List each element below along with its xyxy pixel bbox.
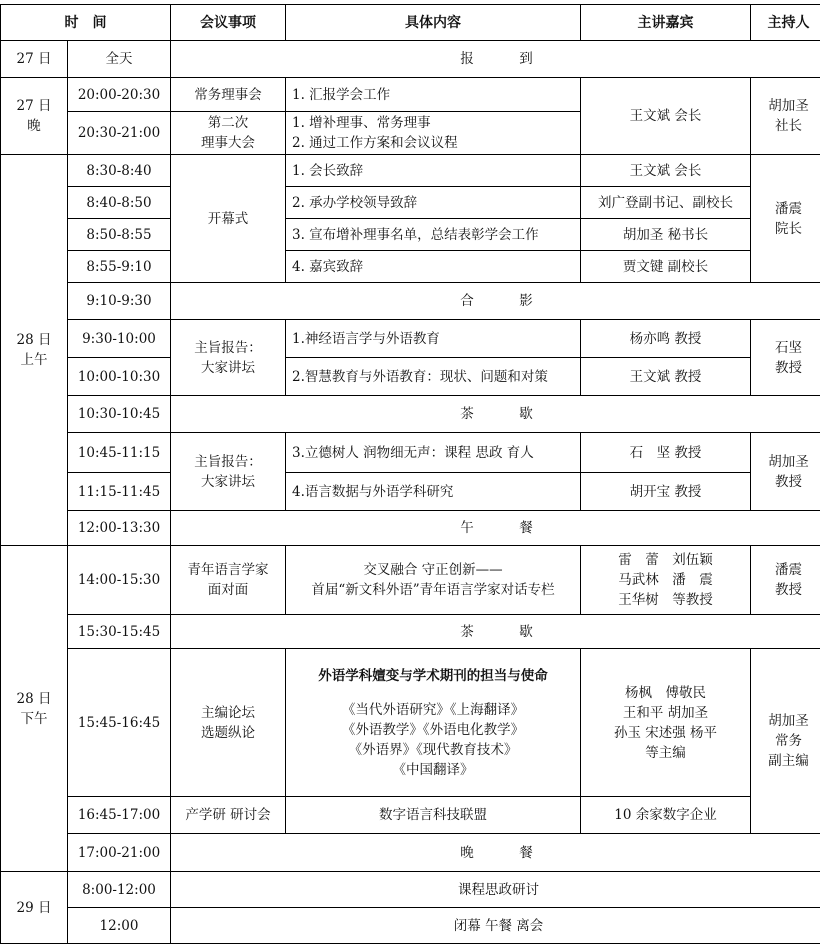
item-cell bbox=[171, 112, 286, 155]
journal-line: 《当代外语研究》《上海翻译》 bbox=[341, 701, 525, 718]
time-cell: 14:00-15:30 bbox=[68, 546, 171, 615]
host-cell bbox=[751, 320, 820, 396]
host-line: 潘震 bbox=[775, 200, 802, 217]
speaker-cell: 王文斌 会长 bbox=[581, 78, 751, 155]
host-line: 院长 bbox=[775, 220, 802, 237]
table-row bbox=[1, 473, 820, 511]
time-cell: 8:00-12:00 bbox=[68, 872, 171, 908]
date-cell: 29 日 bbox=[1, 872, 68, 944]
speaker-cell: 10 余家数字企业 bbox=[581, 797, 751, 834]
header-row bbox=[1, 5, 820, 41]
content-cell: 1. 汇报学会工作 bbox=[286, 78, 581, 112]
date-cell bbox=[1, 78, 68, 155]
speaker-line: 王和平 胡加圣 bbox=[622, 704, 709, 721]
event-cell: 报 到 bbox=[171, 41, 820, 78]
date-cell bbox=[1, 546, 68, 872]
speaker-line: 孙玉 宋述强 杨平 bbox=[613, 724, 718, 741]
table-row bbox=[1, 78, 820, 112]
time-cell: 20:30-21:00 bbox=[68, 112, 171, 155]
content-line: 1. 增补理事、常务理事 bbox=[292, 115, 431, 131]
date-line: 28 日 bbox=[16, 332, 52, 348]
content-cell bbox=[286, 546, 581, 615]
item-line: 大家讲坛 bbox=[201, 359, 255, 376]
table-row bbox=[1, 320, 820, 358]
time-cell: 8:50-8:55 bbox=[68, 219, 171, 251]
item-cell bbox=[171, 320, 286, 396]
table-row bbox=[1, 283, 820, 320]
speaker-cell bbox=[581, 546, 751, 615]
date-line: 28 日 bbox=[16, 690, 52, 707]
table-row bbox=[1, 615, 820, 649]
time-cell: 全天 bbox=[68, 41, 171, 78]
speaker-cell: 贾文键 副校长 bbox=[581, 251, 751, 283]
item-cell: 产学研 研讨会 bbox=[171, 797, 286, 834]
host-line: 教授 bbox=[775, 359, 802, 376]
event-cell: 晚 餐 bbox=[171, 834, 820, 872]
journal-line: 《中国翻译》 bbox=[392, 761, 474, 778]
event-cell: 闭幕 午餐 离会 bbox=[171, 908, 820, 944]
header-content: 具体内容 bbox=[286, 5, 581, 41]
item-line: 选题纵论 bbox=[201, 724, 255, 741]
table-row bbox=[1, 834, 820, 872]
host-line: 社长 bbox=[775, 118, 802, 134]
host-cell bbox=[751, 649, 820, 834]
journal-line: 《外语界》《现代教育技术》 bbox=[348, 741, 518, 758]
content-cell bbox=[286, 112, 581, 155]
speaker-line: 等主编 bbox=[645, 744, 686, 761]
host-line: 副主编 bbox=[768, 753, 809, 769]
speaker-cell: 杨亦鸣 教授 bbox=[581, 320, 751, 358]
content-cell: 1. 会长致辞 bbox=[286, 155, 581, 187]
time-cell: 16:45-17:00 bbox=[68, 797, 171, 834]
content-cell: 3. 宣布增补理事名单，总结表彰学会工作 bbox=[286, 219, 581, 251]
date-cell: 27 日 bbox=[1, 41, 68, 78]
conference-schedule-table bbox=[0, 4, 820, 944]
item-cell bbox=[171, 433, 286, 511]
time-cell: 15:30-15:45 bbox=[68, 615, 171, 649]
item-line: 主编论坛 bbox=[201, 704, 255, 721]
host-line: 潘震 bbox=[775, 562, 802, 578]
table-row bbox=[1, 187, 820, 219]
time-cell: 10:00-10:30 bbox=[68, 358, 171, 396]
content-cell: 1.神经语言学与外语教育 bbox=[286, 320, 581, 358]
header-host: 主持人 bbox=[751, 5, 820, 41]
host-cell bbox=[751, 433, 820, 511]
content-cell: 2.智慧教育与外语教育：现状、问题和对策 bbox=[286, 358, 581, 396]
item-line: 理事大会 bbox=[201, 135, 255, 151]
table-row bbox=[1, 546, 820, 615]
host-cell bbox=[751, 155, 820, 283]
event-cell: 合 影 bbox=[171, 283, 820, 320]
table-row bbox=[1, 358, 820, 396]
speaker-line: 雷 蕾 刘伍颖 bbox=[618, 552, 713, 568]
content-line: 交叉融合 守正创新—— bbox=[363, 562, 503, 578]
time-cell: 9:30-10:00 bbox=[68, 320, 171, 358]
table-row bbox=[1, 251, 820, 283]
content-cell: 3.立德树人 润物细无声：课程 思政 育人 bbox=[286, 433, 581, 473]
table-row bbox=[1, 872, 820, 908]
content-line: 首届“新文科外语”青年语言学家对话专栏 bbox=[311, 582, 555, 598]
header-speaker: 主讲嘉宾 bbox=[581, 5, 751, 41]
time-cell: 10:45-11:15 bbox=[68, 433, 171, 473]
header-time: 时 间 bbox=[1, 5, 171, 41]
time-cell: 15:45-16:45 bbox=[68, 649, 171, 797]
speaker-cell: 王文斌 会长 bbox=[581, 155, 751, 187]
host-line: 胡加圣 bbox=[768, 98, 809, 114]
time-cell: 8:30-8:40 bbox=[68, 155, 171, 187]
content-cell: 2. 承办学校领导致辞 bbox=[286, 187, 581, 219]
table-row bbox=[1, 511, 820, 546]
time-cell: 8:40-8:50 bbox=[68, 187, 171, 219]
time-cell: 10:30-10:45 bbox=[68, 396, 171, 433]
item-line: 第二次 bbox=[207, 115, 249, 131]
item-line: 主旨报告： bbox=[194, 453, 262, 470]
host-cell bbox=[751, 78, 820, 155]
speaker-cell: 石 坚 教授 bbox=[581, 433, 751, 473]
event-cell: 午 餐 bbox=[171, 511, 820, 546]
forum-title: 外语学科嬗变与学术期刊的担当与使命 bbox=[318, 667, 548, 684]
item-cell: 常务理事会 bbox=[171, 78, 286, 112]
time-cell: 9:10-9:30 bbox=[68, 283, 171, 320]
date-line: 晚 bbox=[27, 118, 41, 134]
item-line: 面对面 bbox=[207, 582, 249, 598]
speaker-line: 王华树 等教授 bbox=[618, 592, 713, 608]
speaker-cell: 胡加圣 秘书长 bbox=[581, 219, 751, 251]
time-cell: 20:00-20:30 bbox=[68, 78, 171, 112]
date-cell bbox=[1, 155, 68, 546]
content-line: 2. 通过工作方案和会议议程 bbox=[292, 135, 458, 151]
speaker-line: 马武林 潘 震 bbox=[618, 572, 713, 588]
host-line: 教授 bbox=[775, 582, 802, 598]
journal-line: 《外语教学》《外语电化教学》 bbox=[341, 721, 525, 738]
header-item: 会议事项 bbox=[171, 5, 286, 41]
table-row bbox=[1, 219, 820, 251]
date-line: 下午 bbox=[20, 710, 48, 727]
speaker-line: 杨枫 傅敬民 bbox=[625, 684, 706, 701]
host-line: 石坚 bbox=[775, 339, 802, 356]
speaker-cell: 刘广登副书记、副校长 bbox=[581, 187, 751, 219]
content-cell: 数字语言科技联盟 bbox=[286, 797, 581, 834]
speaker-cell: 胡开宝 教授 bbox=[581, 473, 751, 511]
event-cell: 茶 歇 bbox=[171, 396, 820, 433]
table-row bbox=[1, 155, 820, 187]
time-cell: 11:15-11:45 bbox=[68, 473, 171, 511]
event-cell: 课程思政研讨 bbox=[171, 872, 820, 908]
item-line: 青年语言学家 bbox=[187, 562, 269, 578]
item-cell bbox=[171, 546, 286, 615]
host-line: 胡加圣 bbox=[768, 713, 809, 729]
date-line: 27 日 bbox=[16, 98, 52, 114]
item-line: 大家讲坛 bbox=[201, 473, 255, 490]
host-line: 教授 bbox=[775, 473, 802, 490]
speaker-cell bbox=[581, 649, 751, 797]
table-row bbox=[1, 649, 820, 797]
table-row bbox=[1, 396, 820, 433]
host-cell bbox=[751, 546, 820, 615]
content-cell bbox=[286, 649, 581, 797]
content-cell: 4.语言数据与外语学科研究 bbox=[286, 473, 581, 511]
speaker-cell: 王文斌 教授 bbox=[581, 358, 751, 396]
time-cell: 12:00 bbox=[68, 908, 171, 944]
item-cell bbox=[171, 649, 286, 797]
host-line: 胡加圣 bbox=[768, 453, 809, 470]
event-cell: 茶 歇 bbox=[171, 615, 820, 649]
table-row bbox=[1, 41, 820, 78]
content-cell: 4. 嘉宾致辞 bbox=[286, 251, 581, 283]
table-row bbox=[1, 908, 820, 944]
table-row bbox=[1, 433, 820, 473]
host-line: 常务 bbox=[775, 733, 802, 749]
item-cell: 开幕式 bbox=[171, 155, 286, 283]
item-line: 主旨报告： bbox=[194, 339, 262, 356]
time-cell: 8:55-9:10 bbox=[68, 251, 171, 283]
time-cell: 12:00-13:30 bbox=[68, 511, 171, 546]
date-line: 上午 bbox=[20, 352, 48, 368]
table-row bbox=[1, 797, 820, 834]
time-cell: 17:00-21:00 bbox=[68, 834, 171, 872]
